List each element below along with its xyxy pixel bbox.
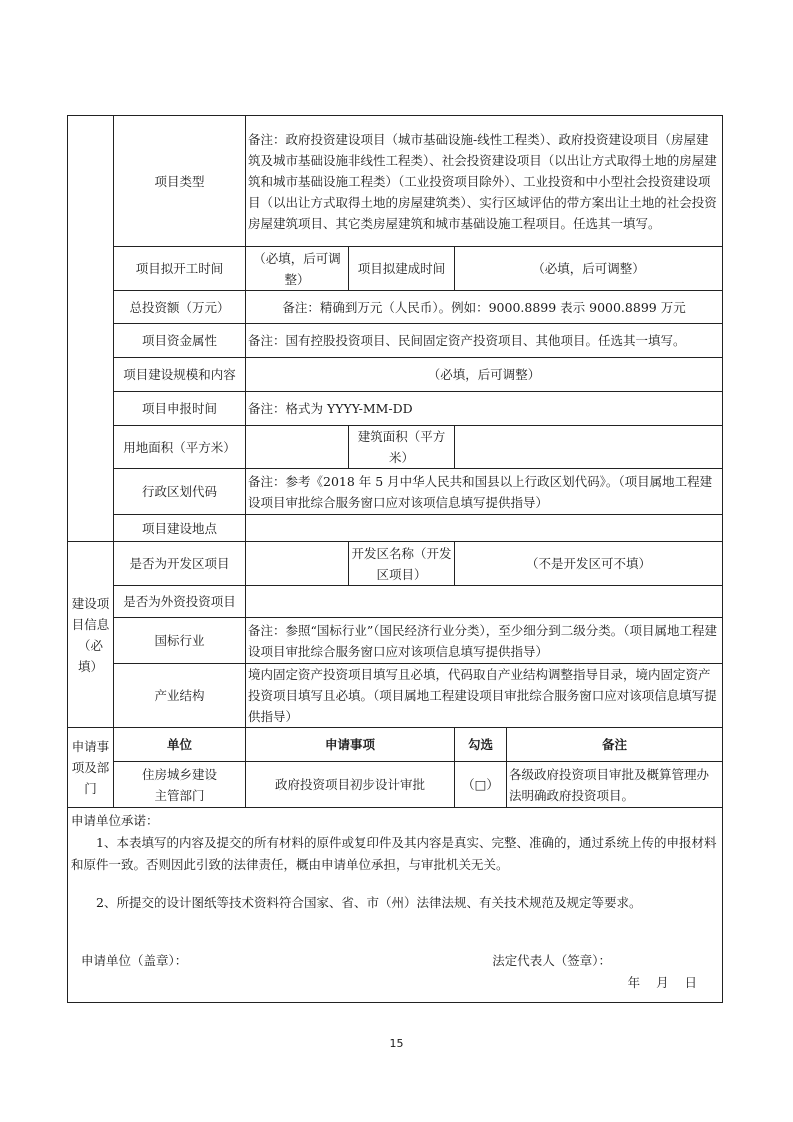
note-apply-time[interactable]: 备注：格式为 YYYY-MM-DD (246, 392, 723, 426)
row-apply-time (68, 392, 723, 426)
commitment-item-2: 2、所提交的设计图纸等技术资料符合国家、省、市（州）法律法规、有关技术规范及规定等要求。 (96, 895, 642, 910)
value-completion-time[interactable]: （必填，后可调整） (455, 247, 723, 291)
label-scale: 项目建设规模和内容 (114, 358, 246, 392)
row-total-investment (68, 291, 723, 324)
row-foreign (68, 586, 723, 618)
header-item: 申请事项 (246, 728, 455, 762)
row-apply-headers (68, 728, 723, 762)
value-building-area[interactable] (455, 426, 723, 469)
label-foreign: 是否为外资投资项目 (114, 586, 246, 618)
row-fund-attr (68, 324, 723, 358)
checkbox-select[interactable]: （□） (455, 762, 507, 808)
label-building-area: 建筑面积（平方米） (349, 426, 455, 469)
row-structure (68, 664, 723, 728)
date-line: 年 月 日 (627, 975, 698, 990)
row-project-type (68, 116, 723, 247)
value-start-time[interactable]: （必填，后可调整） (246, 247, 349, 291)
label-structure: 产业结构 (114, 664, 246, 728)
label-industry: 国标行业 (114, 618, 246, 664)
row-apply-item (68, 762, 723, 808)
row-region-code (68, 469, 723, 515)
cell-unit: 住房城乡建设主管部门 (114, 762, 246, 808)
row-dev-zone (68, 542, 723, 586)
note-total-investment[interactable]: 备注：精确到万元（人民币）。例如：9000.8899 表示 9000.8899 万元 (246, 291, 723, 324)
page-number: 15 (389, 1037, 404, 1050)
application-form-table (67, 115, 723, 1003)
row-scale (68, 358, 723, 392)
row-commitment (68, 808, 723, 1003)
value-scale[interactable]: （必填，后可调整） (246, 358, 723, 392)
header-unit: 单位 (114, 728, 246, 762)
note-project-type[interactable]: 备注：政府投资建设项目（城市基础设施-线性工程类）、政府投资建设项目（房屋建筑及城市基础设施非线性工程类）、社会投资建设项目（以出让方式取得土地的房屋建筑和城市基础设施工程类）（工业投资项目除外）、工业投资和中小型社会投资建设项目（以出让方式取得土地的房屋建筑类）、实行区域评估的带方案出让土地的社会投资房屋建筑项目、其它类房屋建筑和城市基础设施工程项目。任选其一填写。 (246, 116, 723, 247)
section-blank-cell (68, 116, 114, 542)
value-dev-zone[interactable] (246, 542, 349, 586)
commitment-item-1: 1、本表填写的内容及提交的所有材料的原件或复印件及其内容是真实、完整、准确的，通过系统上传的申报材料和原件一致。否则因此引致的法律责任，概由申请单位承担，与审批机关无关。 (71, 835, 717, 872)
label-land-area: 用地面积（平方米） (114, 426, 246, 469)
label-project-type: 项目类型 (114, 116, 246, 247)
note-fund-attr[interactable]: 备注：国有控股投资项目、民间固定资产投资项目、其他项目。任选其一填写。 (246, 324, 723, 358)
label-fund-attr: 项目资金属性 (114, 324, 246, 358)
row-area (68, 426, 723, 469)
label-start-time: 项目拟开工时间 (114, 247, 246, 291)
row-start-time (68, 247, 723, 291)
label-apply-time: 项目申报时间 (114, 392, 246, 426)
section-label-application: 申请事项及部门 (68, 728, 114, 808)
label-region-code: 行政区划代码 (114, 469, 246, 515)
label-total-investment: 总投资额（万元） (114, 291, 246, 324)
note-structure[interactable]: 境内固定资产投资项目填写且必填，代码取自产业结构调整指导目录，境内固定资产投资项目填写且必填。（项目属地工程建设项目审批综合服务窗口应对该项信息填写提供指导） (246, 664, 723, 728)
header-note: 备注 (507, 728, 723, 762)
label-dev-zone-name: 开发区名称（开发区项目） (349, 542, 455, 586)
value-location[interactable] (246, 515, 723, 542)
label-dev-zone: 是否为开发区项目 (114, 542, 246, 586)
cell-note: 各级政府投资项目审批及概算管理办法明确政府投资项目。 (507, 762, 723, 808)
row-industry (68, 618, 723, 664)
commitment-box (68, 808, 723, 1003)
note-industry[interactable]: 备注：参照“国标行业”（国民经济行业分类），至少细分到二级分类。（项目属地工程建设项目审批综合服务窗口应对该项信息填写提供指导） (246, 618, 723, 664)
commitment-title: 申请单位承诺： (71, 813, 159, 828)
applicant-seal-label: 申请单位（盖章）： (81, 953, 188, 968)
value-foreign[interactable] (246, 586, 723, 618)
label-completion-time: 项目拟建成时间 (349, 247, 455, 291)
value-dev-zone-name[interactable]: （不是开发区可不填） (455, 542, 723, 586)
cell-item: 政府投资项目初步设计审批 (246, 762, 455, 808)
value-land-area[interactable] (246, 426, 349, 469)
note-region-code[interactable]: 备注：参考《2018 年 5 月中华人民共和国县以上行政区划代码》。（项目属地工程建设项目审批综合服务窗口应对该项信息填写提供指导） (246, 469, 723, 515)
row-location (68, 515, 723, 542)
section-label-project-info: 建设项目信息（必填） (68, 542, 114, 728)
label-location: 项目建设地点 (114, 515, 246, 542)
legal-rep-label: 法定代表人（签章）： (492, 953, 612, 968)
header-check: 勾选 (455, 728, 507, 762)
